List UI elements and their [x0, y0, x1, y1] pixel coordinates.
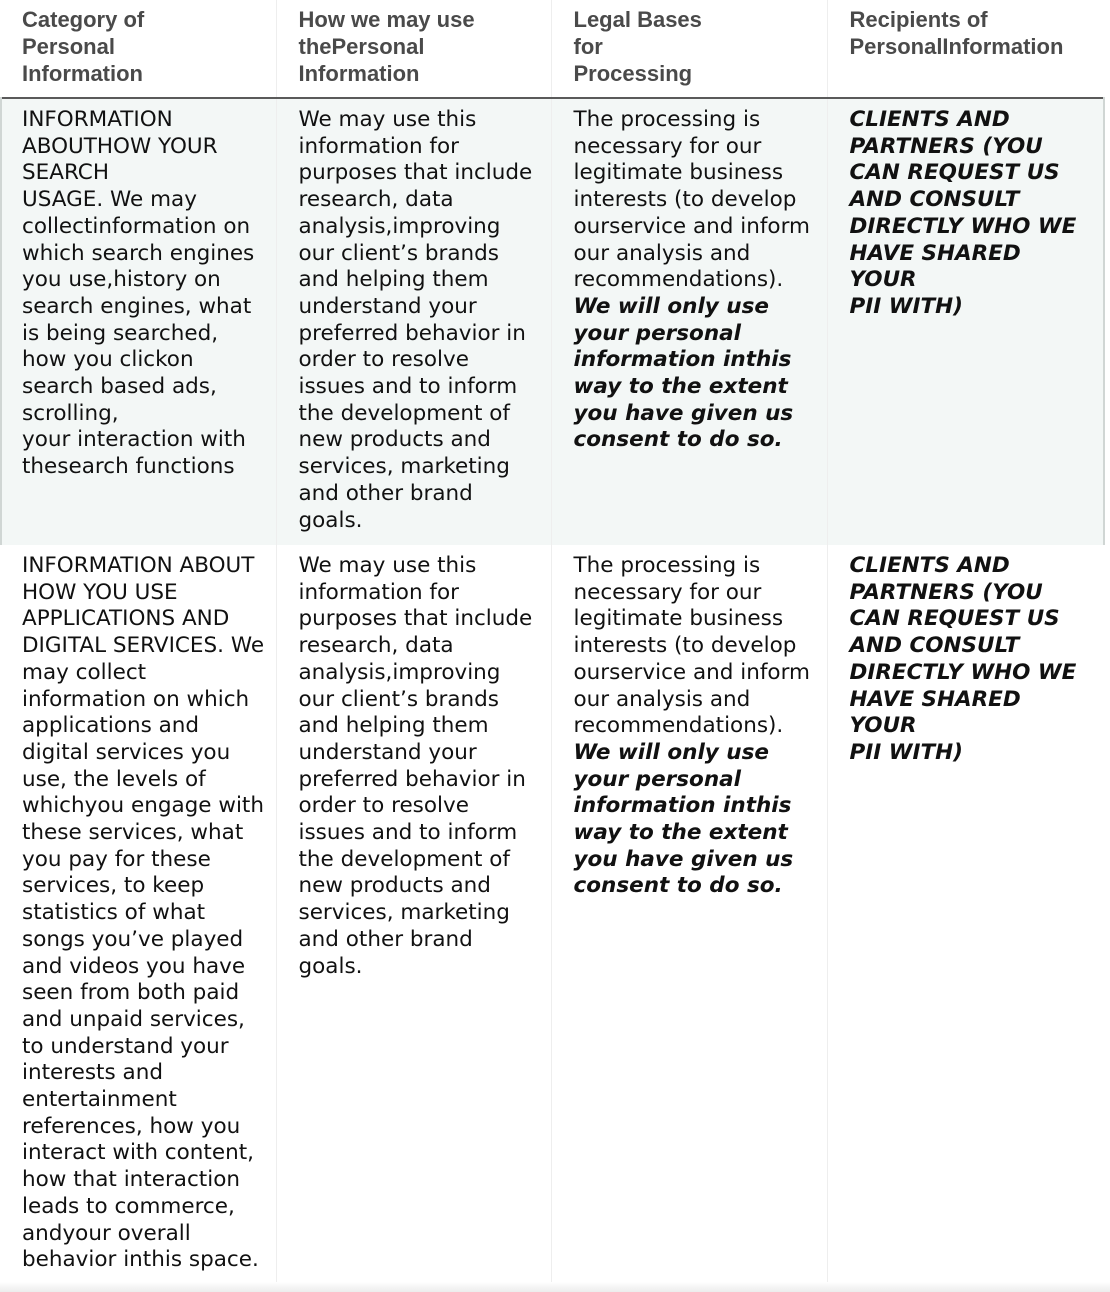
table-right-border	[1103, 97, 1105, 545]
cell-legal-basis	[551, 98, 827, 545]
legal-basis-text: The processing is necessary for our legitimate business interests (to develop ourservice and inform our analysis and recommendations).	[573, 107, 810, 293]
table-body	[0, 98, 1104, 1284]
table-row	[0, 98, 1104, 545]
header-category: Category of Personal Information	[0, 0, 276, 98]
table-left-border	[0, 97, 2, 545]
header-recipients: Recipients of PersonalInformation	[827, 0, 1104, 98]
cell-legal-basis	[551, 545, 827, 1284]
table-header	[0, 0, 1104, 98]
header-legal-basis: Legal Bases for Processing	[551, 0, 827, 98]
table-row	[0, 545, 1104, 1284]
legal-basis-consent-note: We will only use your personal information inthis way to the extent you have given us consent to do so.	[573, 739, 794, 899]
cell-usage: We may use this information for purposes that include research, data analysis,improving our client’s brands and helping them understand your preferred behavior in order to resolve issues and to inform the development of new products and services, marketing and other brand goals.	[276, 545, 551, 1284]
cell-recipients: CLIENTS AND PARTNERS (YOU CAN REQUEST US AND CONSULT DIRECTLY WHO WE HAVE SHARED YOUR PII WITH)	[827, 98, 1104, 545]
page-bottom-edge	[0, 1282, 1110, 1292]
legal-basis-consent-note: We will only use your personal information inthis way to the extent you have given us consent to do so.	[573, 293, 794, 453]
cell-recipients: CLIENTS AND PARTNERS (YOU CAN REQUEST US AND CONSULT DIRECTLY WHO WE HAVE SHARED YOUR PII WITH)	[827, 545, 1104, 1284]
header-row	[0, 0, 1104, 98]
header-usage: How we may use thePersonal Information	[276, 0, 551, 98]
cell-category: INFORMATION ABOUT HOW YOU USE APPLICATIONS AND DIGITAL SERVICES. We may collect information on which applications and digital services you use, the levels of whichyou engage with these services, what you pay for these services, to keep statistics of what songs you’ve played and videos you have seen from both paid and unpaid services, to understand your interests and entertainment references, how you interact with content, how that interaction leads to commerce, andyour overall behavior inthis space.	[0, 545, 276, 1284]
legal-basis-text: The processing is necessary for our legitimate business interests (to develop ourservice and inform our analysis and recommendations).	[573, 553, 810, 739]
cell-usage: We may use this information for purposes that include research, data analysis,improving our client’s brands and helping them understand your preferred behavior in order to resolve issues and to inform the development of new products and services, marketing and other brand goals.	[276, 98, 551, 545]
cell-category: INFORMATION ABOUTHOW YOUR SEARCH USAGE. We may collectinformation on which search engines you use,history on search engines, what is being searched, how you clickon search based ads, scrolling, your interaction with thesearch functions	[0, 98, 276, 545]
